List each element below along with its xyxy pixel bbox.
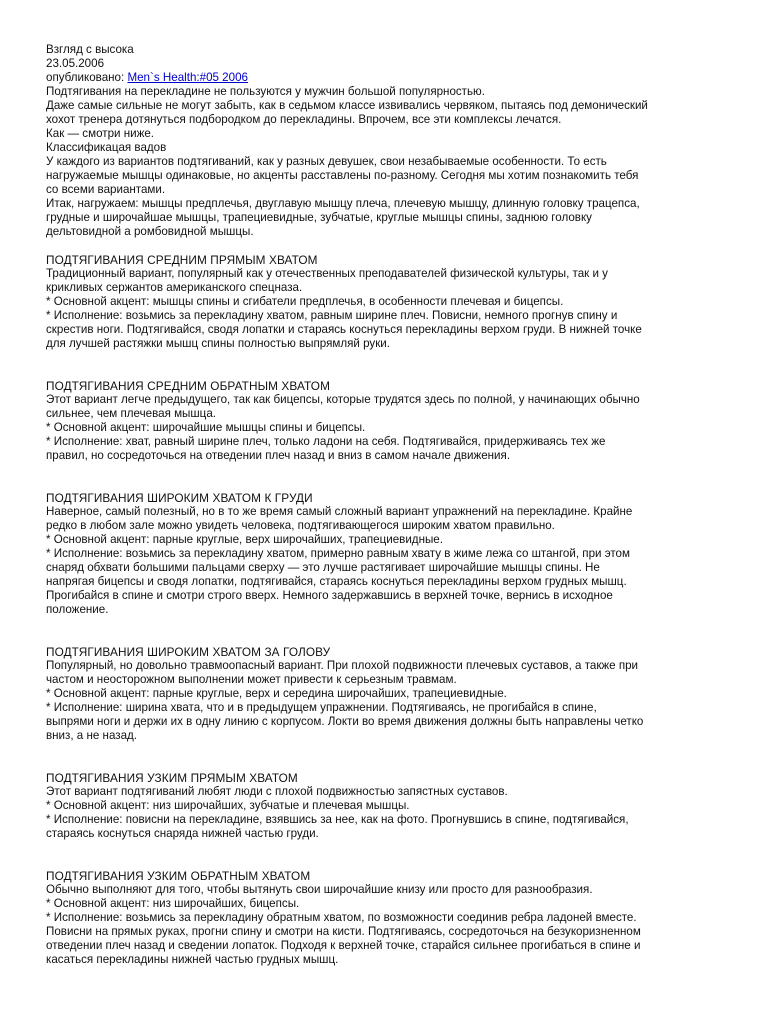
intro-line: хохот тренера дотянуться подбородком до перекладины. Впрочем, все эти комплексы лечатся. — [46, 113, 562, 126]
intro-line: Классификацая вадов — [46, 141, 167, 154]
intro-block — [46, 85, 726, 239]
section-line: Наверное, самый полезный, но в то же время самый сложный вариант упражнений на перекладине. Крайне — [46, 505, 633, 518]
section-line: скрестив ноги. Подтягивайся, сводя лопатки и стараясь коснуться перекладины верхом груди. В нижней точке — [46, 323, 642, 336]
section-line: * Исполнение: повисни на перекладине, взявшись за нее, как на фото. Прогнувшись в спине, подтягивайся, — [46, 813, 629, 826]
article-date: 23.05.2006 — [46, 57, 105, 70]
section-line: стараясь коснуться снаряда нижней частью груди. — [46, 827, 319, 840]
section — [46, 771, 726, 841]
section-line: положение. — [46, 603, 109, 616]
section-line: Повисни на прямых руках, прогни спину и смотри на кисти. Подтягиваясь, сосредоточься на безукоризненном — [46, 925, 641, 938]
section-line: снаряд обхвати большими пальцами сверху — это лучше растягивает широчайшие мышцы спины. Не — [46, 561, 600, 574]
section-title: ПОДТЯГИВАНИЯ СРЕДНИМ ОБРАТНЫМ ХВАТОМ — [46, 379, 330, 393]
document-body — [46, 43, 726, 967]
published-label: опубликовано: — [46, 71, 125, 84]
section-line: * Основной акцент: парные круглые, верх и середина широчайших, трапециевидные. — [46, 687, 507, 700]
article-title: Взгляд с высока — [46, 43, 134, 56]
section-line: * Исполнение: возьмись за перекладину хватом, равным ширине плеч. Повисни, немного прогнув спину и — [46, 309, 618, 322]
section-line: * Основной акцент: низ широчайших, зубчатые и плечевая мышцы. — [46, 799, 410, 812]
sections-container — [46, 253, 726, 967]
section-line: * Основной акцент: мышцы спины и сгибатели предплечья, в особенности плечевая и бицепсы. — [46, 295, 564, 308]
intro-line: Подтягивания на перекладине не пользуются у мужчин большой популярностью. — [46, 85, 485, 98]
section-line: редко в любом зале можно увидеть человека, подтягивающегося широким хватом правильно. — [46, 519, 555, 532]
section — [46, 491, 726, 617]
section-title: ПОДТЯГИВАНИЯ СРЕДНИМ ПРЯМЫМ ХВАТОМ — [46, 253, 318, 267]
section-line: * Исполнение: хват, равный ширине плеч, только ладони на себя. Подтягивайся, придерживаясь тех же — [46, 435, 606, 448]
intro-line: Даже самые сильные не могут забыть, как в седьмом классе извивались червяком, пытаясь под демонический — [46, 99, 648, 112]
section — [46, 253, 726, 351]
intro-line: со всеми вариантами. — [46, 183, 166, 196]
published-line — [46, 71, 726, 85]
section-line: Прогибайся в спине и смотри строго вверх. Немного задержавшись в верхней точке, вернись в исходное — [46, 589, 613, 602]
section — [46, 869, 726, 967]
section-title: ПОДТЯГИВАНИЯ УЗКИМ ПРЯМЫМ ХВАТОМ — [46, 771, 298, 785]
intro-line: Как — смотри ниже. — [46, 127, 155, 140]
section-line: напрягая бицепсы и сводя лопатки, подтягивайся, стараясь коснуться перекладины верхом грудных мышц. — [46, 575, 627, 588]
section-line: касаться перекладины нижней частью грудных мышц. — [46, 953, 339, 966]
section-line: Этот вариант легче предыдущего, так как бицепсы, которые трудятся здесь по полной, у начинающих обычно — [46, 393, 640, 406]
section-title: ПОДТЯГИВАНИЯ ШИРОКИМ ХВАТОМ ЗА ГОЛОВУ — [46, 645, 331, 659]
section-line: выпрями ноги и держи их в одну линию с корпусом. Локти во время движения должны быть направлены четко — [46, 715, 644, 728]
source-link[interactable]: Men`s Health:#05 2006 — [127, 71, 248, 84]
section-line: * Исполнение: возьмись за перекладину хватом, примерно равным хвату в жиме лежа со штангой, при этом — [46, 547, 630, 560]
section-line: для лучшей растяжки мышц спины полностью выпрямляй руки. — [46, 337, 390, 350]
section-line: * Исполнение: ширина хвата, что и в предыдущем упражнении. Подтягиваясь, не прогибайся в спине, — [46, 701, 597, 714]
section — [46, 645, 726, 743]
section-line: Традиционный вариант, популярный как у отечественных преподавателей физической культуры, так и у — [46, 267, 608, 280]
intro-line: Итак, нагружаем: мышцы предплечья, двуглавую мышцу плеча, плечевую мышцу, длинную головку трацепса, — [46, 197, 640, 210]
section-line: Популярный, но довольно травмоопасный вариант. При плохой подвижности плечевых суставов, а также при — [46, 659, 639, 672]
section-line: отведении плеч назад и сведении лопаток. Подходя к верхней точке, старайся сильнее прогибаться в спине и — [46, 939, 641, 952]
intro-line: грудные и широчайшае мышцы, трапециевидные, зубчатые, круглые мышцы спины, заднюю головку — [46, 211, 592, 224]
section-line: правил, но сосредоточься на отведении плеч назад и вниз в самом начале движения. — [46, 449, 511, 462]
section-line: Этот вариант подтягиваний любят люди с плохой подвижностью запястных суставов. — [46, 785, 508, 798]
intro-line: нагружаемые мышцы одинаковые, но акценты расставлены по-разному. Сегодня мы хотим познакомить тебя — [46, 169, 639, 182]
section-line: сильнее, чем плечевая мышца. — [46, 407, 216, 420]
section-line: Обычно выполняют для того, чтобы вытянуть свои широчайшие книзу или просто для разнообразия. — [46, 883, 593, 896]
section-line: * Исполнение: возьмись за перекладину обратным хватом, по возможности соединив ребра ладоней вместе. — [46, 911, 637, 924]
section — [46, 379, 726, 463]
section-line: крикливых сержантов американского спецназа. — [46, 281, 303, 294]
section-line: частом и неосторожном выполнении может привести к серьезным травмам. — [46, 673, 457, 686]
section-title: ПОДТЯГИВАНИЯ УЗКИМ ОБРАТНЫМ ХВАТОМ — [46, 869, 311, 883]
section-line: * Основной акцент: широчайшие мышцы спины и бицепсы. — [46, 421, 366, 434]
section-title: ПОДТЯГИВАНИЯ ШИРОКИМ ХВАТОМ К ГРУДИ — [46, 491, 313, 505]
section-line: * Основной акцент: парные круглые, верх широчайших, трапециевидные. — [46, 533, 443, 546]
intro-line: дельтовидной а ромбовидной мышцы. — [46, 225, 254, 238]
section-line: вниз, а не назад. — [46, 729, 138, 742]
intro-line: У каждого из вариантов подтягиваний, как у разных девушек, свои незабываемые особенности. То есть — [46, 155, 607, 168]
section-line: * Основной акцент: низ широчайших, бицепсы. — [46, 897, 300, 910]
